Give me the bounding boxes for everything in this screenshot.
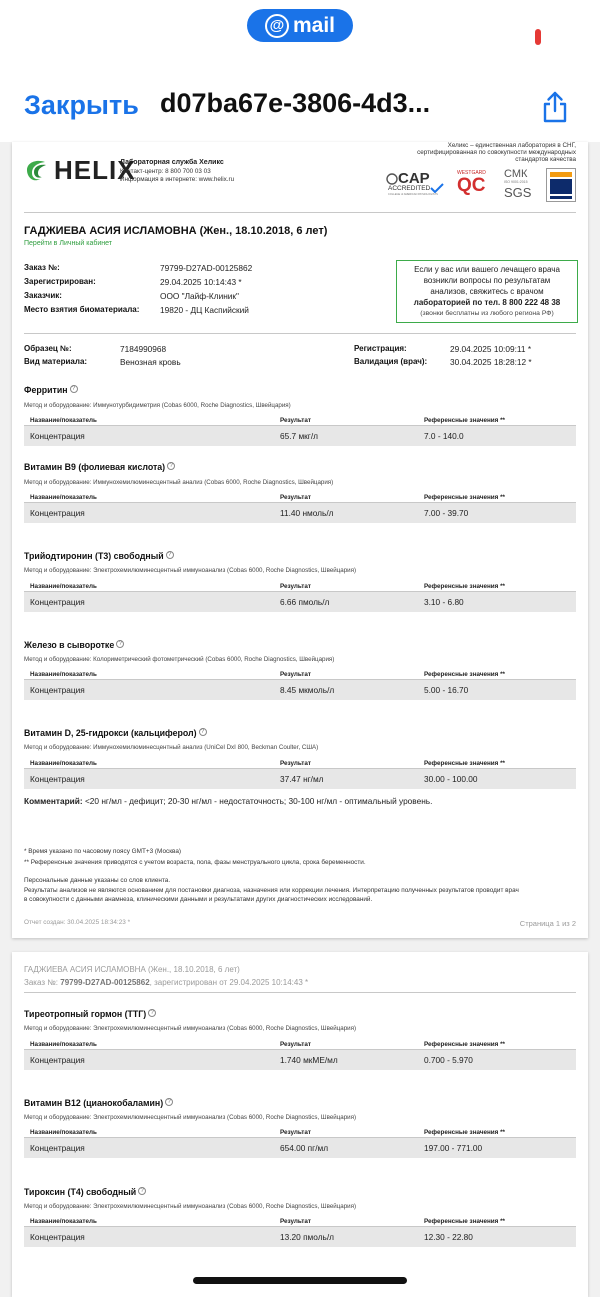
row-result: 13.20 пмоль/л bbox=[280, 1232, 335, 1242]
col-ref-header: Референсные значения ** bbox=[424, 417, 505, 424]
document-title: d07ba67e-3806-4d3... bbox=[160, 88, 431, 118]
header-divider bbox=[24, 212, 576, 213]
test-method: Метод и оборудование: Электрохемилюминесцентный иммуноанализ (Cobas 6000, Roche Diagnostics, Швейцария) bbox=[24, 1025, 357, 1032]
pdf-viewer[interactable] bbox=[0, 142, 600, 1297]
helix-logo-icon bbox=[24, 157, 50, 183]
info-icon[interactable]: ? bbox=[70, 385, 78, 393]
col-result-header: Результат bbox=[280, 1041, 311, 1048]
cap-certificate-logo bbox=[386, 170, 448, 200]
info-icon[interactable]: ? bbox=[199, 728, 207, 736]
registered-label: Зарегистрирован: bbox=[24, 277, 96, 286]
pdf-page-2 bbox=[12, 952, 588, 1297]
test-method: Метод и оборудование: Электрохемилюминесцентный иммуноанализ (Cobas 6000, Roche Diagnostics, Швейцария) bbox=[24, 1114, 357, 1121]
row-result: 1.740 мкМЕ/мл bbox=[280, 1055, 338, 1065]
test-title bbox=[24, 640, 124, 650]
test-title-text: Тиреотропный гормон (ТТГ) bbox=[24, 1009, 147, 1019]
test-title-text: Витамин В12 (цианокобаламин) bbox=[24, 1098, 164, 1108]
test-title bbox=[24, 551, 174, 561]
row-result: 11.40 нмоль/л bbox=[280, 508, 334, 518]
recording-indicator-icon bbox=[535, 29, 541, 45]
row-ref: 30.00 - 100.00 bbox=[424, 774, 478, 784]
tagline-line-3: стандартов качества bbox=[515, 156, 576, 163]
test-method: Метод и оборудование: Электрохемилюминесцентный иммуноанализ (Cobas 6000, Roche Diagnostics, Швейцария) bbox=[24, 567, 357, 574]
col-ref-header: Референсные значения ** bbox=[424, 1041, 505, 1048]
col-result-header: Результат bbox=[280, 1129, 311, 1136]
test-title bbox=[24, 1187, 146, 1197]
info-icon[interactable]: ? bbox=[165, 1098, 173, 1106]
footnote-disclaimer-2: в совокупности с данными анамнеза, клиническими данными и результатами других диагностических исследований. bbox=[24, 896, 373, 903]
test-title bbox=[24, 1098, 173, 1108]
col-ref-header: Референсные значения ** bbox=[424, 1218, 505, 1225]
contact-center: Контакт-центр: 8 800 700 03 03 bbox=[120, 168, 211, 175]
test-title-text: Железо в сыворотке bbox=[24, 640, 115, 650]
row-ref: 7.00 - 39.70 bbox=[424, 508, 469, 518]
place-label: Место взятия биоматериала: bbox=[24, 305, 140, 314]
test-title-text: Витамин D, 25-гидрокси (кальциферол) bbox=[24, 728, 197, 738]
helix-logo-text: HELIX bbox=[54, 155, 136, 185]
cap-seal-icon bbox=[386, 172, 398, 186]
viewer-toolbar bbox=[0, 70, 600, 142]
close-button[interactable]: Закрыть bbox=[24, 90, 139, 120]
row-ref: 0.700 - 5.970 bbox=[424, 1055, 473, 1065]
row-result: 65.7 мкг/л bbox=[280, 431, 318, 441]
sample-label: Образец №: bbox=[24, 344, 72, 353]
registration-value: 29.04.2025 10:09:11 * bbox=[450, 344, 532, 354]
info-icon[interactable]: ? bbox=[116, 640, 124, 648]
info-line-5: (звонки бесплатны из любого региона РФ) bbox=[420, 310, 554, 317]
footnote-disclaimer-1: Результаты анализов не являются основанием для постановки диагноза, назначения или коррекции лечения. Интерпретацию полученных результатов проводит врач bbox=[24, 887, 519, 894]
pdf-page-1 bbox=[12, 142, 588, 938]
internet-info: Информация в интернете: www.helix.ru bbox=[120, 176, 235, 183]
material-value: Венозная кровь bbox=[120, 357, 181, 367]
test-title bbox=[24, 728, 207, 738]
westgard-text: WESTGARD bbox=[457, 170, 486, 176]
info-icon[interactable]: ? bbox=[148, 1009, 156, 1017]
row-result: 654.00 пг/мл bbox=[280, 1143, 329, 1153]
tagline-line-2: сертифицированная по совокупности международных bbox=[417, 149, 576, 156]
row-result: 8.45 мкмоль/л bbox=[280, 685, 335, 695]
col-result-header: Результат bbox=[280, 417, 311, 424]
material-label: Вид материала: bbox=[24, 357, 88, 366]
test-title bbox=[24, 385, 78, 395]
col-ref-header: Референсные значения ** bbox=[424, 671, 505, 678]
test-method: Метод и оборудование: Иммунохемилюминесцентный анализ (UniCel DxI 800, Beckman Coulter, США) bbox=[24, 744, 319, 751]
comment bbox=[24, 796, 432, 806]
at-sign-icon: @ bbox=[265, 14, 289, 38]
report-created: Отчет создан: 30.04.2025 18:34:23 * bbox=[24, 919, 131, 926]
col-result-header: Результат bbox=[280, 1218, 311, 1225]
col-name-header: Название/показатель bbox=[30, 1218, 97, 1225]
place-value: 19820 - ДЦ Каспийский bbox=[160, 305, 249, 315]
qc-text: QC bbox=[457, 175, 486, 196]
row-ref: 3.10 - 6.80 bbox=[424, 597, 464, 607]
test-title bbox=[24, 462, 175, 472]
col-name-header: Название/показатель bbox=[30, 583, 97, 590]
row-name: Концентрация bbox=[30, 431, 85, 441]
sample-value: 7184990968 bbox=[120, 344, 167, 354]
info-line-2: возникли вопросы по результатам bbox=[423, 276, 551, 285]
checkmark-icon bbox=[430, 183, 444, 193]
page2-order-value: 79799-D27AD-00125862 bbox=[60, 978, 150, 987]
share-icon[interactable] bbox=[540, 90, 570, 124]
test-title-text: Тироксин (Т4) свободный bbox=[24, 1187, 137, 1197]
test-title-text: Ферритин bbox=[24, 385, 68, 395]
footnote-personal: Персональные данные указаны со слов клиента. bbox=[24, 877, 171, 884]
test-method: Метод и оборудование: Электрохемилюминесцентный иммуноанализ (Cobas 6000, Roche Diagnostics, Швейцария) bbox=[24, 1203, 357, 1210]
row-ref: 197.00 - 771.00 bbox=[424, 1143, 483, 1153]
row-name: Концентрация bbox=[30, 685, 85, 695]
info-icon[interactable]: ? bbox=[167, 462, 175, 470]
info-icon[interactable]: ? bbox=[138, 1187, 146, 1195]
row-name: Концентрация bbox=[30, 508, 85, 518]
page2-order bbox=[24, 978, 308, 987]
row-name: Концентрация bbox=[30, 774, 85, 784]
cmk-iso-text: ISO 9001:2015 bbox=[504, 180, 528, 184]
col-result-header: Результат bbox=[280, 583, 311, 590]
customer-value: ООО "Лайф-Клиник" bbox=[160, 291, 239, 301]
row-result: 37.47 нг/мл bbox=[280, 774, 324, 784]
quality-badge-icon bbox=[546, 168, 576, 202]
info-line-1: Если у вас или вашего лечащего врача bbox=[414, 265, 560, 274]
row-ref: 12.30 - 22.80 bbox=[424, 1232, 473, 1242]
info-line-4: лабораторией по тел. 8 800 222 48 38 bbox=[413, 298, 561, 307]
col-name-header: Название/показатель bbox=[30, 1041, 97, 1048]
section-divider bbox=[24, 333, 576, 334]
sgs-text: SGS bbox=[504, 185, 532, 200]
row-name: Концентрация bbox=[30, 1143, 85, 1153]
registration-label: Регистрация: bbox=[354, 344, 407, 353]
row-name: Концентрация bbox=[30, 1055, 85, 1065]
footnote-time: * Время указано по часовому поясу GMT+3 (Москва) bbox=[24, 848, 182, 855]
col-result-header: Результат bbox=[280, 760, 311, 767]
page2-patient: ГАДЖИЕВА АСИЯ ИСЛАМОВНА (Жен., 18.10.2018, 6 лет) bbox=[24, 965, 240, 974]
cmk-text: СМК bbox=[504, 168, 528, 180]
page2-order-suffix: , зарегистрирован от 29.04.2025 10:14:43 * bbox=[149, 978, 309, 987]
customer-label: Заказчик: bbox=[24, 291, 62, 300]
cabinet-link[interactable]: Перейти в Личный кабинет bbox=[24, 240, 113, 247]
comment-label: Комментарий: bbox=[24, 796, 83, 806]
comment-text: <20 нг/мл - дефицит; 20-30 нг/мл - недостаточность; 30-100 нг/мл - оптимальный уровень. bbox=[84, 796, 433, 806]
row-ref: 5.00 - 16.70 bbox=[424, 685, 469, 695]
row-result: 6.66 пмоль/л bbox=[280, 597, 330, 607]
info-line-3: анализов, свяжитесь с врачом bbox=[430, 287, 544, 296]
info-icon[interactable]: ? bbox=[166, 551, 174, 559]
order-value: 79799-D27AD-00125862 bbox=[160, 263, 253, 273]
order-label: Заказ №: bbox=[24, 263, 60, 272]
home-indicator[interactable] bbox=[193, 1277, 407, 1284]
lab-name: Лабораторная служба Хеликс bbox=[120, 159, 224, 166]
page2-header-divider bbox=[24, 992, 576, 993]
test-title-text: Трийодтиронин (Т3) свободный bbox=[24, 551, 164, 561]
col-ref-header: Референсные значения ** bbox=[424, 1129, 505, 1136]
test-method: Метод и оборудование: Иммунотурбидиметрия (Cobas 6000, Roche Diagnostics, Швейцария) bbox=[24, 402, 291, 409]
col-result-header: Результат bbox=[280, 494, 311, 501]
validation-value: 30.04.2025 18:28:12 * bbox=[450, 357, 532, 367]
cmk-sgs-logo bbox=[502, 168, 536, 202]
footnote-reference: ** Референсные значения приводятся с учетом возраста, пола, фазы менструального цикла, срока беременности. bbox=[24, 859, 366, 866]
cap-text: CAP bbox=[398, 170, 430, 187]
patient-name: ГАДЖИЕВА АСИЯ ИСЛАМОВНА (Жен., 18.10.2018, 6 лет) bbox=[24, 225, 328, 237]
test-method: Метод и оборудование: Иммунохемилюминесцентный анализ (Cobas 6000, Roche Diagnostics, Швейцария) bbox=[24, 479, 334, 486]
row-name: Концентрация bbox=[30, 597, 85, 607]
tagline-line-1: Хеликс – единственная лаборатория в СНГ, bbox=[447, 142, 576, 149]
test-method: Метод и оборудование: Колориметрический фотометрический (Cobas 6000, Roche Diagnostics, Швейцария) bbox=[24, 656, 335, 663]
westgard-qc-logo bbox=[455, 170, 495, 200]
page-number: Страница 1 из 2 bbox=[519, 919, 576, 928]
page2-order-prefix: Заказ №: bbox=[24, 978, 59, 987]
row-name: Концентрация bbox=[30, 1232, 85, 1242]
col-ref-header: Референсные значения ** bbox=[424, 583, 505, 590]
col-name-header: Название/показатель bbox=[30, 417, 97, 424]
status-area bbox=[0, 0, 600, 70]
test-title-text: Витамин В9 (фолиевая кислота) bbox=[24, 462, 166, 472]
col-name-header: Название/показатель bbox=[30, 1129, 97, 1136]
mail-label: mail bbox=[292, 13, 336, 37]
row-ref: 7.0 - 140.0 bbox=[424, 431, 464, 441]
col-name-header: Название/показатель bbox=[30, 671, 97, 678]
col-ref-header: Референсные значения ** bbox=[424, 494, 505, 501]
cap-college-text: COLLEGE of AMERICAN PATHOLOGISTS bbox=[388, 193, 438, 196]
col-result-header: Результат bbox=[280, 671, 311, 678]
doctor-contact-box bbox=[396, 260, 578, 323]
cap-accredited-text: ACCREDITED bbox=[388, 185, 431, 192]
test-title bbox=[24, 1009, 156, 1019]
registered-value: 29.04.2025 10:14:43 * bbox=[160, 277, 242, 287]
col-ref-header: Референсные значения ** bbox=[424, 760, 505, 767]
col-name-header: Название/показатель bbox=[30, 760, 97, 767]
mail-app-badge[interactable] bbox=[247, 9, 353, 42]
validation-label: Валидация (врач): bbox=[354, 357, 428, 366]
col-name-header: Название/показатель bbox=[30, 494, 97, 501]
